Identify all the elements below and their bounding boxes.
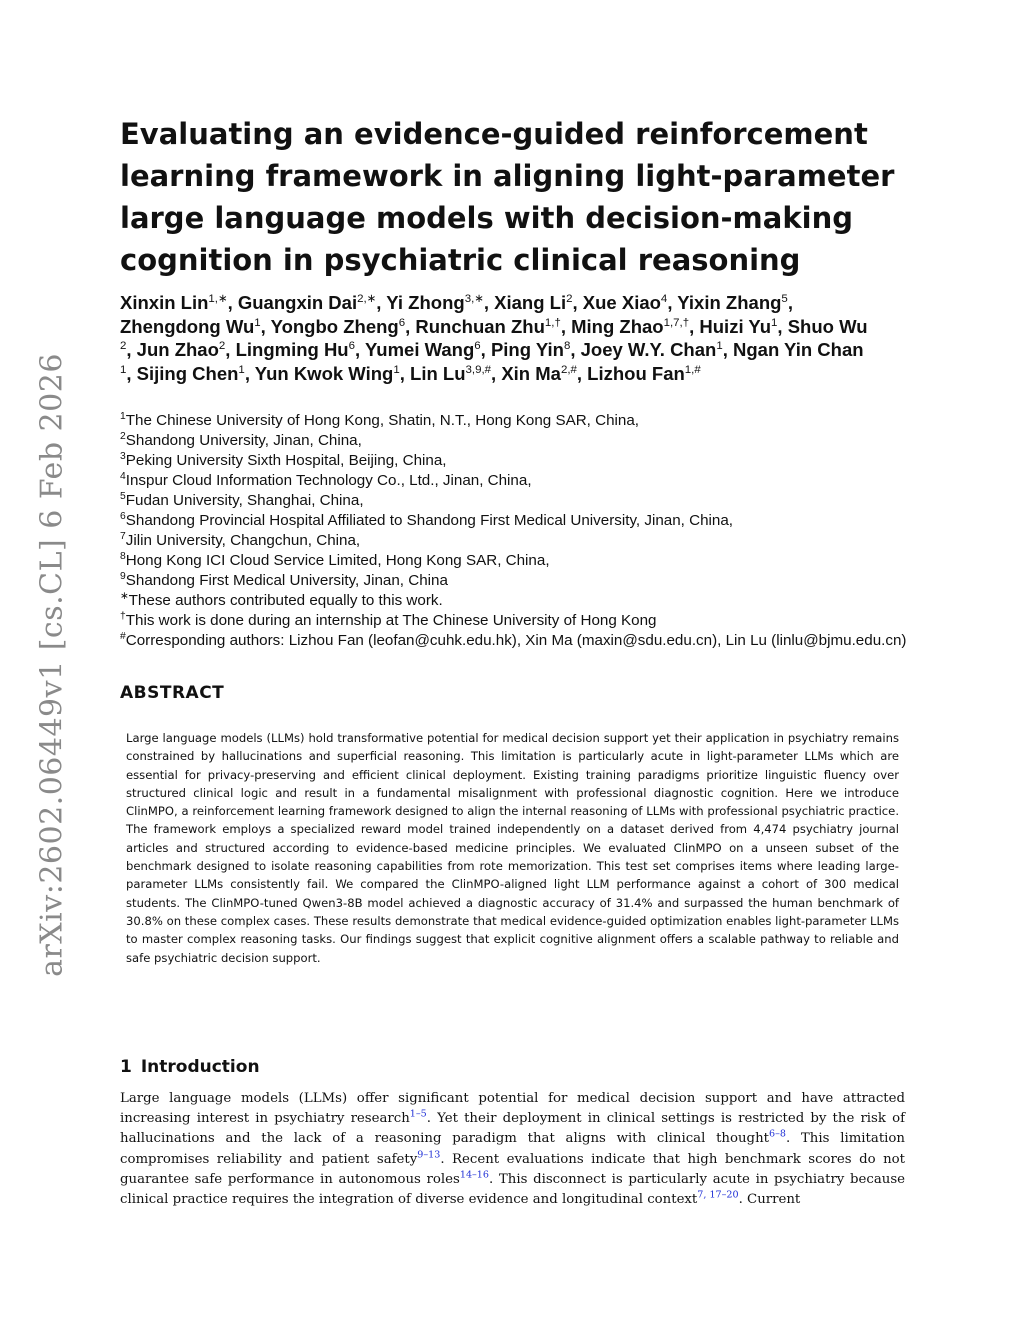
author-affiliation-mark: 1,∗ <box>208 292 228 305</box>
affiliation-item <box>120 611 920 631</box>
affiliation-item <box>120 511 920 531</box>
author-affiliation-mark: 1,# <box>684 363 701 376</box>
affiliation-item <box>120 531 920 551</box>
author-affiliation-mark: 1 <box>393 363 400 376</box>
author-name: Joey W.Y. Chan <box>580 339 717 361</box>
section-number: 1 <box>120 1057 132 1077</box>
affiliation-item <box>120 591 920 611</box>
affiliation-text: Peking University Sixth Hospital, Beijing, China, <box>125 452 447 469</box>
introduction-paragraph <box>120 1089 905 1210</box>
affiliation-text: Jilin University, Changchun, China, <box>125 532 361 549</box>
author-affiliation-mark: 2 <box>120 340 127 353</box>
affiliation-mark: 4 <box>120 470 126 482</box>
author-affiliation-mark: 1 <box>120 363 127 376</box>
author-affiliation-mark: 1 <box>238 363 245 376</box>
arxiv-identifier <box>22 353 82 977</box>
author-affiliation-mark: 3,∗ <box>464 292 484 305</box>
author-line: $^2$, Jun Zhao$^2$, Lingming Hu$^6$, Yumei Wang$^6$, Ping Yin$^8$, Joey W.Y. Chan$^1$, Ngan Yin Chan <box>120 339 864 361</box>
affiliation-mark: ∗ <box>120 590 129 602</box>
citation-link[interactable]: 14–16 <box>459 1169 489 1181</box>
author-name: Yixin Zhang <box>677 292 782 313</box>
affiliation-text: Corresponding authors: Lizhou Fan (leofan@cuhk.edu.hk), Xin Ma (maxin@sdu.edu.cn), Lin Lu (linlu@bjmu.edu.cn) <box>125 632 907 649</box>
author-affiliation-mark: 1,7,† <box>663 316 690 329</box>
affiliation-text: Shandong University, Jinan, China, <box>125 432 362 449</box>
author-affiliation-mark: 6 <box>348 340 356 353</box>
author-affiliation-mark: 1 <box>716 340 723 353</box>
author-name: Lizhou Fan <box>587 362 685 384</box>
author-name: Huizi Yu <box>699 315 772 337</box>
body-text: . This disconnect is particularly acute in psychiatry because clinical practice requires the integration of diverse evidence and longitudinal context <box>120 1171 906 1208</box>
citation-link[interactable]: 9–13 <box>417 1149 441 1161</box>
author-affiliation-mark: 1 <box>254 316 261 329</box>
abstract-text: Large language models (LLMs) hold transformative potential for medical decision support yet their application in psychiatry remains constrained by hallucinations and superficial reasoning. This limitation is particularly acute in light-parameter LLMs which are essential for privacy-preserving and efficient clinical deployment. Existing training paradigms prioritize linguistic fluency over structured clinical logic and result in a fundamental misalignment with professional diagnostic cognition. Here we introduce ClinMPO, a reinforcement learning framework designed to align the internal reasoning of LLMs with professional psychiatric practice. The framework employs a specialized reward model trained independently on a dataset derived from 4,474 psychiatry journal articles and structured according to evidence-based medicine principles. We evaluated ClinMPO on a unseen subset of the benchmark designed to isolate reasoning capabilities from rote memorization. This test set comprises items where leading large-parameter LLMs consistently fail. We compared the ClinMPO-aligned light LLM performance against a cohort of 300 medical students. The ClinMPO-tuned Qwen3-8B model achieved a diagnostic accuracy of 31.4% and surpassed the human benchmark of 30.8% on these complex cases. These results demonstrate that medical evidence-guided optimization enables light-parameter LLMs to master complex reasoning tasks. Our findings suggest that explicit cognitive alignment offers a scalable pathway to reliable and safe psychiatric decision support. <box>126 731 899 965</box>
affiliation-text: Inspur Cloud Information Technology Co., Ltd., Jinan, China, <box>125 472 532 489</box>
title-line: large language models with decision-making <box>120 201 853 235</box>
affiliation-text: Shandong Provincial Hospital Affiliated to Shandong First Medical University, Jinan, China, <box>125 512 734 529</box>
author-affiliation-mark: 3,9,# <box>465 363 492 376</box>
citation-link[interactable]: 7, 17–20 <box>697 1189 739 1201</box>
author-name: Runchuan Zhu <box>415 315 545 337</box>
title-line: cognition in psychiatric clinical reasoning <box>120 243 801 277</box>
author-name: Shuo Wu <box>787 315 868 337</box>
author-line: $^1$, Sijing Chen$^1$, Yun Kwok Wing$^1$, Lin $Lu^{3,9,\#}$, Xin $Ma^{2,\#}$, Lizhou Fan$^{1,\#}$ <box>120 362 701 384</box>
author-affiliation-mark: 8 <box>563 340 571 353</box>
affiliation-text: Hong Kong ICI Cloud Service Limited, Hong Kong SAR, China, <box>125 552 550 569</box>
affiliation-mark: # <box>120 630 126 642</box>
affiliation-text: Shandong First Medical University, Jinan, China <box>125 572 448 589</box>
author-list <box>120 291 910 385</box>
citation-link[interactable]: 1–5 <box>409 1108 427 1120</box>
affiliation-mark: 2 <box>120 430 126 442</box>
author-line: Xinxin Lin$^{1,∗}$, Guangxin Dai$^{2,∗}$, Yi Zhong$^{3,∗}$, Xiang Li$^2$, Xue Xiao$^4$, Yixin Zhang$^5$, <box>120 292 793 313</box>
author-name: Zhengdong Wu <box>120 315 255 337</box>
body-text: . Recent evaluations indicate that high benchmark scores do not guarantee safe performance in autonomous roles <box>120 1151 906 1187</box>
section-heading <box>120 1057 260 1077</box>
author-affiliation-mark: 1,† <box>544 316 561 329</box>
author-affiliation-mark: 2,# <box>560 363 577 376</box>
author-affiliation-mark: 4 <box>660 292 668 305</box>
section-title: Introduction <box>140 1057 260 1077</box>
paper-title <box>120 113 895 281</box>
affiliation-mark: 7 <box>120 530 126 542</box>
author-name: Yi Zhong <box>386 292 465 313</box>
affiliation-mark: 8 <box>120 550 126 562</box>
author-name: Xiang Li <box>494 292 567 313</box>
author-affiliation-mark: 5 <box>781 292 788 305</box>
body-text: Large language models (LLMs) offer significant potential for medical decision support and have attracted increasing interest in psychiatry research <box>120 1091 905 1127</box>
body-text: . This limitation compromises reliability and patient safety <box>120 1131 905 1167</box>
affiliation-mark: 6 <box>120 510 126 522</box>
affiliation-mark: 1 <box>120 410 126 422</box>
affiliation-item <box>120 491 920 511</box>
citation-link[interactable]: 6–8 <box>768 1128 786 1140</box>
affiliation-item <box>120 471 920 491</box>
author-affiliation-mark: 2 <box>566 292 573 305</box>
author-name: Jun Zhao <box>136 339 219 361</box>
author-name: Yongbo Zheng <box>270 315 399 337</box>
author-name: Lin Lu <box>410 362 466 384</box>
affiliation-item <box>120 431 920 451</box>
affiliation-item <box>120 451 920 471</box>
author-name: Xin Ma <box>501 362 561 384</box>
affiliation-text: These authors contributed equally to this work. <box>128 592 443 609</box>
author-name: Guangxin Dai <box>237 292 358 313</box>
author-name: Lingming Hu <box>235 339 349 361</box>
author-name: Xue Xiao <box>582 292 661 313</box>
affiliation-list <box>120 411 920 651</box>
title-line: Evaluating an evidence-guided reinforcement <box>120 117 868 151</box>
affiliation-text: Fudan University, Shanghai, China, <box>125 492 364 509</box>
affiliation-item <box>120 571 920 591</box>
author-affiliation-mark: 1 <box>771 316 778 329</box>
affiliation-item <box>120 551 920 571</box>
arxiv-identifier-text: arXiv:2602.06449v1 [cs.CL] 6 Feb 2026 <box>34 353 70 977</box>
author-name: Ngan Yin Chan <box>733 339 864 361</box>
author-affiliation-mark: 6 <box>474 340 481 353</box>
abstract-heading: ABSTRACT <box>120 683 225 703</box>
author-name: Sijing Chen <box>136 362 239 384</box>
author-affiliation-mark: 2,∗ <box>357 292 377 305</box>
author-affiliation-mark: 6 <box>398 316 406 329</box>
affiliation-item <box>120 631 920 651</box>
affiliation-text: The Chinese University of Hong Kong, Shatin, N.T., Hong Kong SAR, China, <box>125 412 640 429</box>
author-name: Ping Yin <box>490 339 564 361</box>
author-line: Zhengdong Wu$^1$, Yongbo Zheng$^6$, Runchuan Zhu$^{1,\dagger}$, Ming Zhao$^{1,7,\dagger}$, Huizi Yu$^1$, Shuo Wu <box>120 315 868 337</box>
author-name: Xinxin Lin <box>120 292 209 313</box>
affiliation-item <box>120 411 920 431</box>
affiliation-mark: 5 <box>120 490 126 502</box>
body-text: . Current <box>738 1192 801 1208</box>
affiliation-mark: 9 <box>120 570 126 582</box>
title-line: learning framework in aligning light-parameter <box>120 159 895 193</box>
author-name: Yumei Wang <box>364 339 475 361</box>
affiliation-mark: 3 <box>120 450 126 462</box>
author-affiliation-mark: 2 <box>218 340 226 353</box>
affiliation-text: This work is done during an internship at The Chinese University of Hong Kong <box>125 612 657 629</box>
author-name: Yun Kwok Wing <box>254 362 394 384</box>
affiliation-mark: † <box>120 610 126 622</box>
body-text: . Yet their deployment in clinical settings is restricted by the risk of hallucinations and the lack of a reasoning paradigm that aligns with clinical thought <box>120 1111 905 1147</box>
author-name: Ming Zhao <box>571 315 664 337</box>
